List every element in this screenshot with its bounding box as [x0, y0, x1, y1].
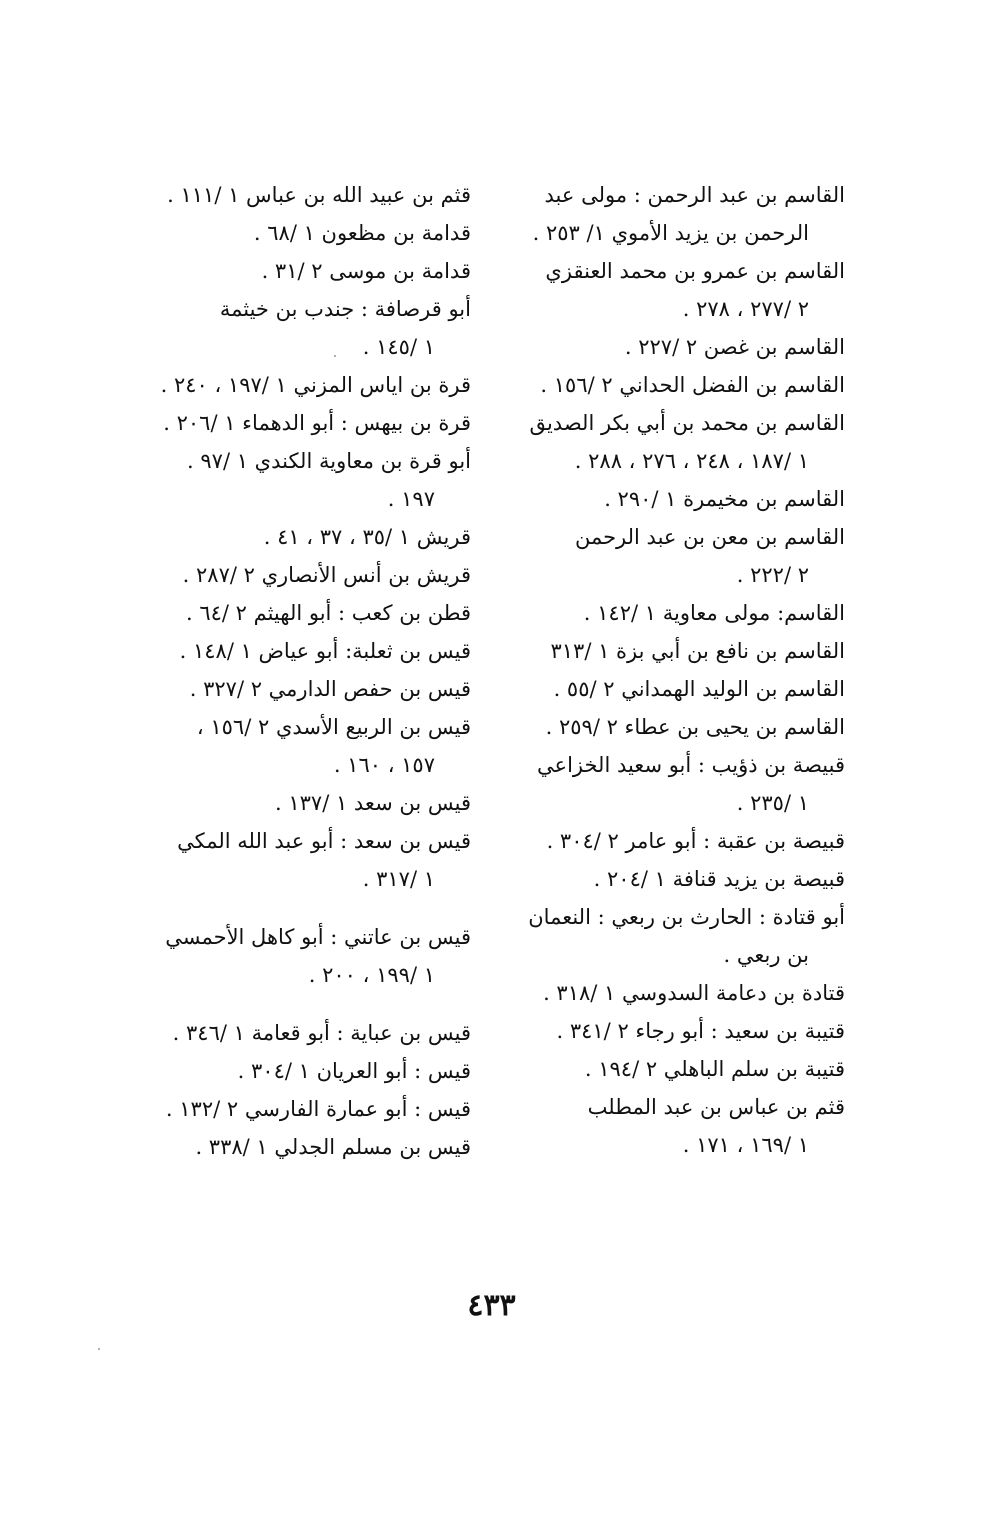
index-column-right — [515, 176, 845, 1164]
index-entry-continuation: ١ /١٨٧ ، ٢٤٨ ، ٢٧٦ ، ٢٨٨ . — [574, 449, 809, 473]
index-entry-continuation: ١ /١٦٩ ، ١٧١ . — [682, 1133, 809, 1157]
index-entry: قطن بن كعب : أبو الهيثم ٢ /٦٤ . — [185, 601, 471, 625]
index-entry-continuation: ١ /٣١٧ . — [362, 867, 435, 891]
index-entry: قرة بن بيهس : أبو الدهماء ١ /٢٠٦ . — [163, 411, 471, 435]
index-entry-continuation: الرحمن بن يزيد الأموي ١/ ٢٥٣ . — [532, 221, 809, 245]
index-entry: قبيصة بن ذؤيب : أبو سعيد الخزاعي — [537, 753, 845, 777]
index-entry: قيس بن عاتني : أبو كاهل الأحمسي — [165, 925, 471, 949]
index-entry: قدامة بن موسى ٢ /٣١ . — [261, 259, 471, 283]
index-entry: قبيصة بن عقبة : أبو عامر ٢ /٣٠٤ . — [546, 829, 845, 853]
index-entry-continuation: ١ /٢٣٥ . — [736, 791, 809, 815]
index-entry-continuation: ١٩٧ . — [387, 487, 435, 511]
index-entry: قيس بن عباية : أبو قعامة ١ /٣٤٦ . — [172, 1021, 471, 1045]
index-entry: قيس بن الربيع الأسدي ٢ /١٥٦ ، — [196, 715, 471, 739]
index-entry: القاسم بن غصن ٢ /٢٢٧ . — [624, 335, 845, 359]
index-entry: قيس بن سعد : أبو عبد الله المكي — [177, 829, 471, 853]
scan-speck — [98, 1348, 100, 1350]
index-entry: قبيصة بن يزيد قنافة ١ /٢٠٤ . — [593, 867, 845, 891]
index-entry: أبو قتادة : الحارث بن ربعي : النعمان — [528, 905, 845, 929]
index-entry: القاسم بن عمرو بن محمد العنقزي — [545, 259, 845, 283]
index-entry: قيس بن مسلم الجدلي ١ /٣٣٨ . — [195, 1135, 471, 1159]
index-entry: قيس بن حفص الدارمي ٢ /٣٢٧ . — [189, 677, 471, 701]
index-entry: القاسم: مولى معاوية ١ /١٤٢ . — [583, 601, 845, 625]
index-entry-continuation: ٢ /٢٧٧ ، ٢٧٨ . — [682, 297, 809, 321]
index-entry: القاسم بن الوليد الهمداني ٢ /٥٥ . — [553, 677, 845, 701]
index-entry-continuation: ٢ /٢٢٢ . — [736, 563, 809, 587]
index-entry: القاسم بن الفضل الحداني ٢ /١٥٦ . — [540, 373, 845, 397]
index-entry: القاسم بن عبد الرحمن : مولى عبد — [544, 183, 845, 207]
index-entry: أبو قرة بن معاوية الكندي ١ /٩٧ . — [187, 449, 471, 473]
index-entry: قتادة بن دعامة السدوسي ١ /٣١٨ . — [543, 981, 845, 1005]
index-entry: قرة بن اياس المزني ١ /١٩٧ ، ٢٤٠ . — [160, 373, 471, 397]
index-entry: قثم بن عباس بن عبد المطلب — [587, 1095, 845, 1119]
index-entry: قيس بن سعد ١ /١٣٧ . — [274, 791, 471, 815]
index-entry: قثم بن عبيد الله بن عباس ١ /١١١ . — [167, 183, 471, 207]
index-entry: قريش ١ /٣٥ ، ٣٧ ، ٤١ . — [263, 525, 471, 549]
index-entry: قريش بن أنس الأنصاري ٢ /٢٨٧ . — [182, 563, 471, 587]
page-number: ٤٣٣ — [467, 1288, 516, 1323]
index-entry: القاسم بن مخيمرة ١ /٢٩٠ . — [604, 487, 845, 511]
index-entry: القاسم بن معن بن عبد الرحمن — [574, 525, 845, 549]
scan-speck — [334, 355, 336, 357]
index-entry-continuation: ١٥٧ ، ١٦٠ . — [333, 753, 435, 777]
index-entry-continuation: ١ /١٩٩ ، ٢٠٠ . — [308, 963, 435, 987]
index-entry: القاسم بن يحيى بن عطاء ٢ /٢٥٩ . — [545, 715, 845, 739]
index-entry: قيس بن ثعلبة: أبو عياض ١ /١٤٨ . — [179, 639, 471, 663]
entry-gap — [141, 994, 471, 1014]
entry-gap — [141, 898, 471, 918]
index-entry: قدامة بن مظعون ١ /٦٨ . — [253, 221, 471, 245]
index-entry: قيس : أبو عمارة الفارسي ٢ /١٣٢ . — [165, 1097, 471, 1121]
index-entry: أبو قرصافة : جندب بن خيثمة — [219, 297, 471, 321]
index-entry: قتيبة بن سعيد : أبو رجاء ٢ /٣٤١ . — [556, 1019, 845, 1043]
index-column-left — [141, 176, 471, 1166]
index-entry: القاسم بن محمد بن أبي بكر الصديق — [529, 411, 845, 435]
index-entry-continuation: بن ربعي . — [723, 943, 809, 967]
index-entry-continuation: ١ /١٤٥ . — [362, 335, 435, 359]
index-entry: قيس : أبو العريان ١ /٣٠٤ . — [237, 1059, 471, 1083]
index-entry: قتيبة بن سلم الباهلي ٢ /١٩٤ . — [584, 1057, 845, 1081]
index-entry: القاسم بن نافع بن أبي بزة ١ /٣١٣ — [550, 639, 845, 663]
